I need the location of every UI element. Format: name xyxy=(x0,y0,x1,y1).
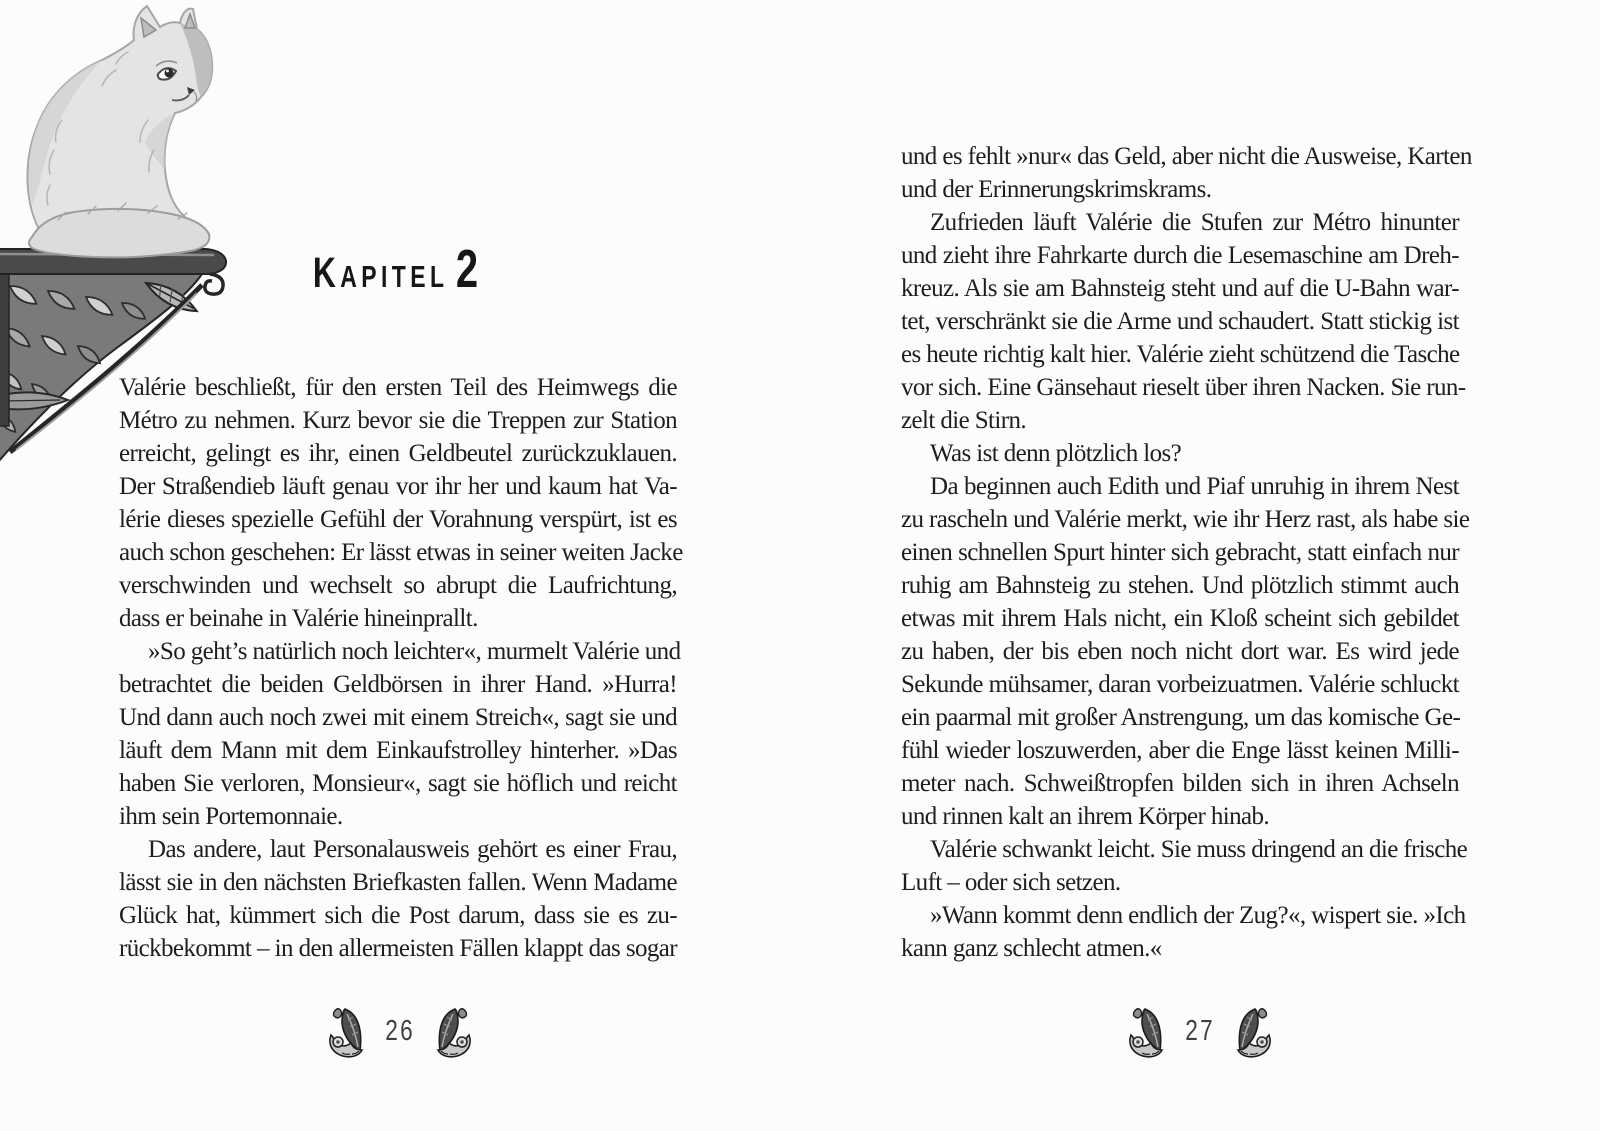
leaf-ornament-left-icon xyxy=(1126,1004,1168,1058)
text-line: »Wann kommt denn endlich der Zug?«, wispert sie. »Ich xyxy=(930,902,1466,929)
chapter-number: 2 xyxy=(456,239,483,299)
text-line: auch schon geschehen: Er lässt etwas in seiner weiten Jacke xyxy=(119,539,683,566)
text-line: betrachtet die beiden Geldbörsen in ihrer Hand. »Hurra! xyxy=(119,671,677,698)
text-line: und der Erinnerungskrimskrams. xyxy=(901,176,1212,203)
text-line: erreicht, gelingt es ihr, einen Geldbeutel zurückzuklauen. xyxy=(119,440,677,467)
left-page-footer xyxy=(280,1004,520,1058)
leaf-ornament-right-icon xyxy=(432,1004,474,1058)
text-line: und rinnen kalt an ihrem Körper hinab. xyxy=(901,803,1270,830)
text-line: Métro zu nehmen. Kurz bevor sie die Treppen zur Station xyxy=(119,407,677,434)
text-line: kann ganz schlecht atmen.« xyxy=(901,935,1162,962)
text-line: und es fehlt »nur« das Geld, aber nicht die Ausweise, Karten xyxy=(901,143,1472,170)
text-line: Und dann auch noch zwei mit einem Streich«, sagt sie und xyxy=(119,704,677,731)
text-line: Der Straßendieb läuft genau vor ihr her und kaum hat Va- xyxy=(119,473,677,500)
text-line: zelt die Stirn. xyxy=(901,407,1026,434)
text-line: Sekunde mühsamer, daran vorbeizuatmen. Valérie schluckt xyxy=(901,671,1459,698)
text-line: meter nach. Schweißtropfen bilden sich in ihren Achseln xyxy=(901,770,1459,797)
cat xyxy=(28,6,213,257)
text-line: dass er beinahe in Valérie hineinprallt. xyxy=(119,605,478,632)
text-line: Was ist denn plötzlich los? xyxy=(930,440,1182,467)
text-line: rückbekommt – in den allermeisten Fällen klappt das sogar xyxy=(119,935,677,962)
text-line: kreuz. Als sie am Bahnsteig steht und auf die U-Bahn war- xyxy=(901,275,1459,302)
chapter-heading-initial: K xyxy=(313,249,341,297)
text-line: Glück hat, kümmert sich die Post darum, dass sie es zu- xyxy=(119,902,677,929)
text-line: Da beginnen auch Edith und Piaf unruhig in ihrem Nest xyxy=(930,473,1459,500)
left-page-text xyxy=(119,371,683,965)
text-line: ruhig am Bahnsteig zu stehen. Und plötzlich stimmt auch xyxy=(901,572,1459,599)
text-line: »So geht’s natürlich noch leichter«, murmelt Valérie und xyxy=(148,638,681,665)
text-line: Valérie schwankt leicht. Sie muss dringend an die frische xyxy=(930,836,1468,863)
text-line: es heute richtig kalt hier. Valérie zieht schützend die Tasche xyxy=(901,341,1460,368)
leaf-ornament-left-icon xyxy=(326,1004,368,1058)
leaf-ornament-right-icon xyxy=(1232,1004,1274,1058)
text-line: lérie dieses spezielle Gefühl der Vorahnung verspürt, ist es xyxy=(119,506,677,533)
text-line: ihm sein Portemonnaie. xyxy=(119,803,343,830)
text-line: vor sich. Eine Gänsehaut rieselt über ihren Nacken. Sie run- xyxy=(901,374,1466,401)
text-line: fühl wieder loszuwerden, aber die Enge lässt keinen Milli- xyxy=(901,737,1459,764)
text-line: zu rascheln und Valérie merkt, wie ihr Herz rast, als habe sie xyxy=(901,506,1470,533)
text-line: lässt sie in den nächsten Briefkasten fallen. Wenn Madame xyxy=(119,869,677,896)
text-line: ein paarmal mit großer Anstrengung, um das komische Ge- xyxy=(901,704,1461,731)
text-line: Luft – oder sich setzen. xyxy=(901,869,1121,896)
text-line: einen schnellen Spurt hinter sich gebracht, statt einfach nur xyxy=(901,539,1459,566)
right-page-footer xyxy=(1080,1004,1320,1058)
page-number: 26 xyxy=(385,1014,415,1047)
text-line: zu haben, der bis eben noch nicht dort war. Es wird jede xyxy=(901,638,1459,665)
text-line: tet, verschränkt sie die Arme und schaudert. Statt stickig ist xyxy=(901,308,1459,335)
text-line: Das andere, laut Personalausweis gehört es einer Frau, xyxy=(148,836,677,863)
right-page-text xyxy=(901,140,1472,965)
text-line: und zieht ihre Fahrkarte durch die Lesemaschine am Dreh- xyxy=(901,242,1459,269)
text-line: etwas mit ihrem Hals nicht, ein Kloß scheint sich gebildet xyxy=(901,605,1459,632)
text-line: Valérie beschließt, für den ersten Teil des Heimwegs die xyxy=(119,374,677,401)
chapter-heading-rest: APITEL xyxy=(340,259,449,294)
page-number: 27 xyxy=(1185,1014,1215,1047)
text-line: läuft dem Mann mit dem Einkaufstrolley hinterher. »Das xyxy=(119,737,677,764)
text-line: Zufrieden läuft Valérie die Stufen zur Métro hinunter xyxy=(930,209,1459,236)
chapter-heading xyxy=(119,240,677,312)
text-line: verschwinden und wechselt so abrupt die Laufrichtung, xyxy=(119,572,677,599)
text-line: haben Sie verloren, Monsieur«, sagt sie höflich und reicht xyxy=(119,770,677,797)
